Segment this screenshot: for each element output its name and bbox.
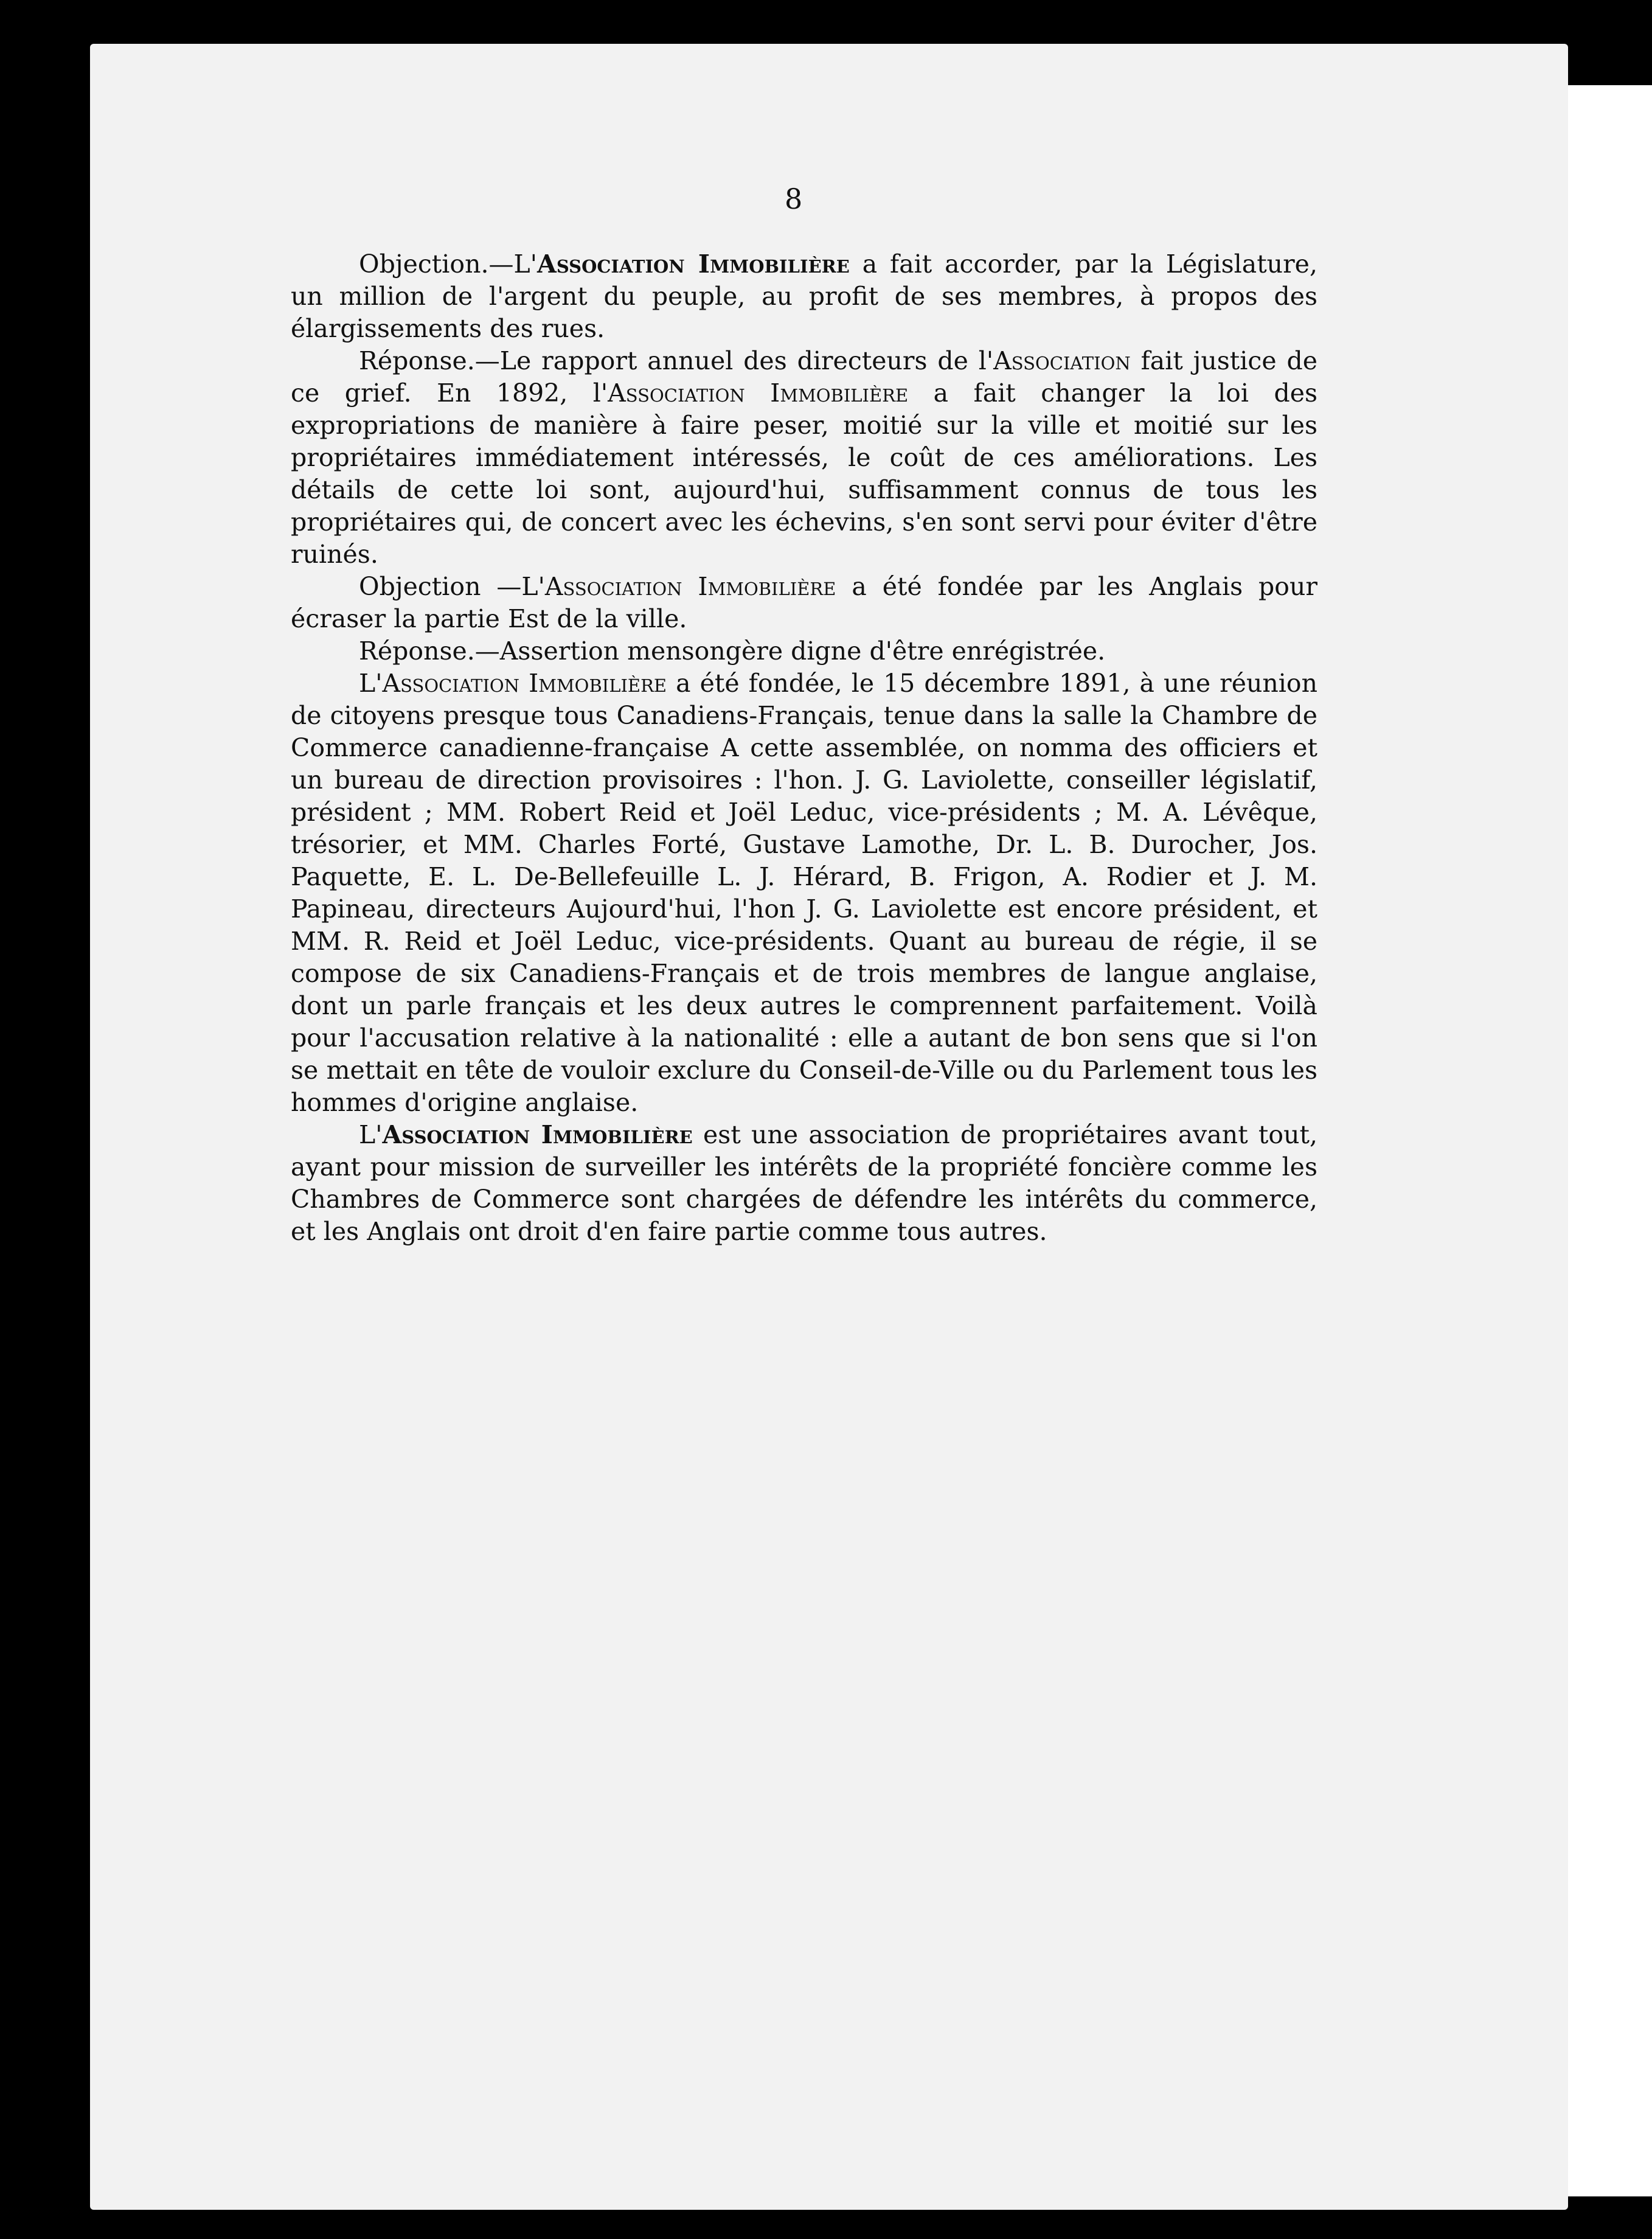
association-name: Association Immobilière xyxy=(544,572,836,601)
text-run: Réponse.—Assertion mensongère digne d'être enrégistrée. xyxy=(359,636,1106,666)
paragraph-foundation xyxy=(291,667,1317,1119)
paragraph-objection-2 xyxy=(291,571,1317,635)
text-run: est une association de propriétaires avant tout, ayant pour mission de surveiller les intérêts de la propriété foncière comme les Chambres de Commerce sont chargées de défendre les intérêts du commerce, et les Anglais ont droit d'en faire partie comme tous autres. xyxy=(291,1120,1317,1246)
paragraph-reponse-1 xyxy=(291,345,1317,571)
association-name: Association Immobilière xyxy=(382,1120,693,1149)
text-run: fait justice de ce grief. En 1892, l' xyxy=(291,346,1317,408)
text-run: Objection —L' xyxy=(359,572,545,601)
paragraph-mission xyxy=(291,1119,1317,1248)
association-name: Association Immobilière xyxy=(608,378,909,408)
paragraph-objection-1 xyxy=(291,248,1317,345)
paragraph-reponse-2 xyxy=(291,635,1317,667)
text-run: a été fondée, le 15 décembre 1891, à une réunion de citoyens presque tous Canadiens-Français, tenue dans la salle la Chambre de Commerce canadienne-française A cette assemblée, on nomma des officiers et un bureau de direction provisoires : l'hon. J. G. Laviolette, conseiller législatif, président ; MM. Robert Reid et Joël Leduc, vice-présidents ; M. A. Lévêque, trésorier, et MM. Charles Forté, Gustave Lamothe, Dr. L. B. Durocher, Jos. Paquette, E. L. De-Bellefeuille L. J. Hérard, B. Frigon, A. Rodier et J. M. Papineau, directeurs Aujourd'hui, l'hon J. G. Laviolette est encore président, et MM. R. Reid et Joël Leduc, vice-présidents. Quant au bureau de régie, il se compose de six Canadiens-Français et de trois membres de langue anglaise, dont un parle français et les deux autres le comprennent parfaitement. Voilà pour l'accusation relative à la nationalité : elle a autant de bon sens que si l'on se mettait en tête de vouloir exclure du Conseil-de-Ville ou du Parlement tous les hommes d'origine anglaise. xyxy=(291,669,1317,1117)
association-name: Association Immobilière xyxy=(382,669,667,698)
association-name: Association xyxy=(993,346,1131,375)
text-run: a fait accorder, par la Législature, un million de l'argent du peuple, au profit de ses membres, à propos des élargissements des rues. xyxy=(291,249,1317,343)
body-text xyxy=(291,248,1317,1248)
text-run: L' xyxy=(359,669,383,698)
text-run: a été fondée par les Anglais pour écraser la partie Est de la ville. xyxy=(291,572,1317,633)
page-number: 8 xyxy=(785,183,803,215)
text-run: Objection.—L' xyxy=(359,249,538,279)
text-run: L' xyxy=(359,1120,383,1149)
text-run: a fait changer la loi des expropriations de manière à faire peser, moitié sur la ville et moitié sur les propriétaires immédiatement intéressés, le coût de ces améliorations. Les détails de cette loi sont, aujourd'hui, suffisamment connus de tous les propriétaires qui, de concert avec les échevins, s'en sont servi pour éviter d'être ruinés. xyxy=(291,378,1317,569)
text-run: Réponse.—Le rapport annuel des directeurs de l' xyxy=(359,346,994,375)
association-name: Association Immobilière xyxy=(537,249,850,279)
